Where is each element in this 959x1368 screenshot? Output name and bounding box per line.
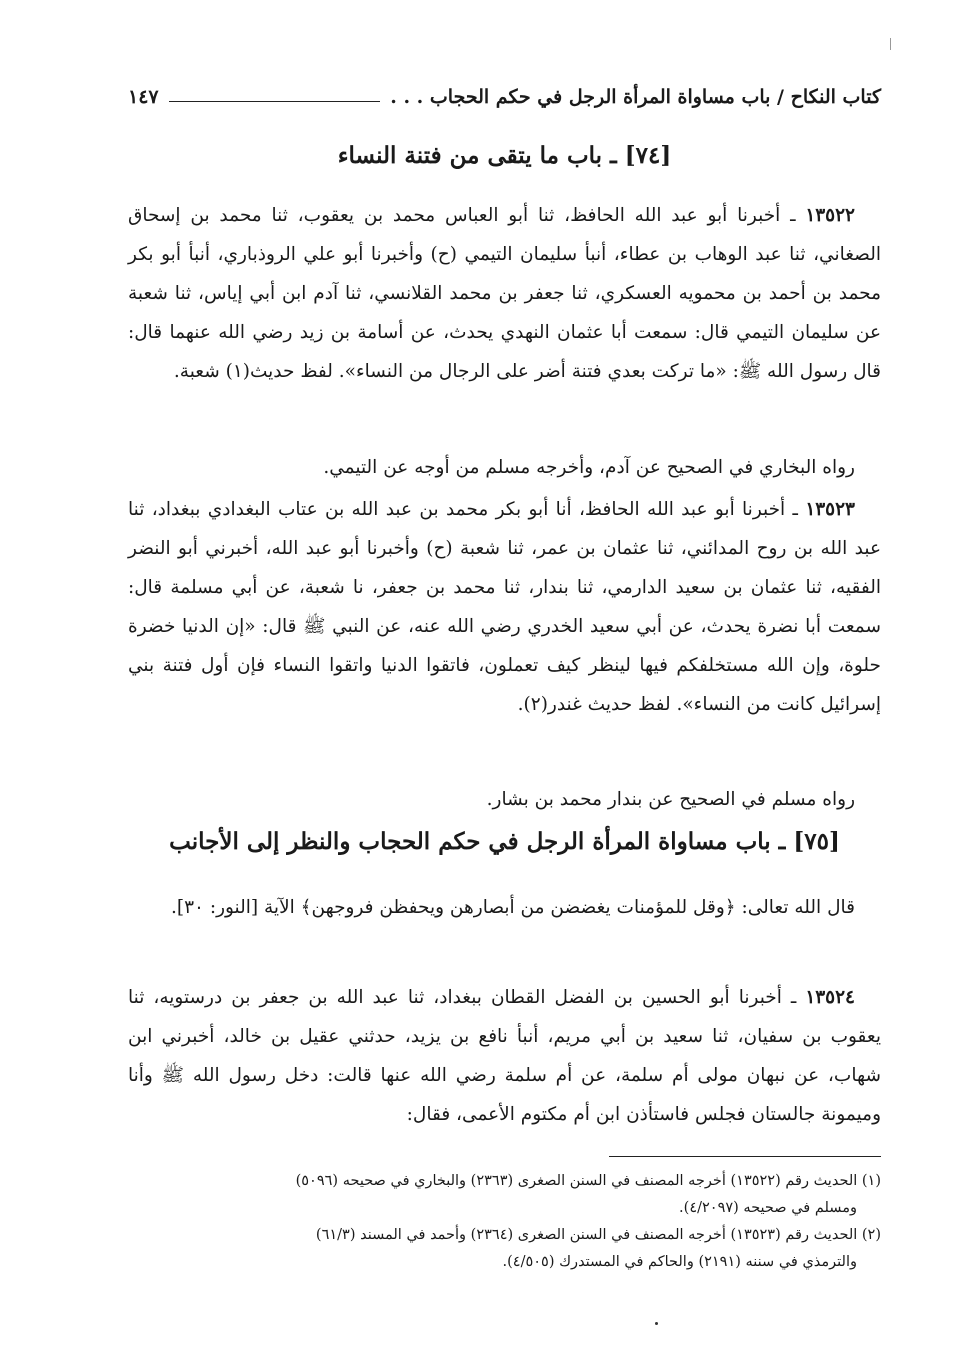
hadith-13524 bbox=[128, 978, 881, 1134]
hadith-number: ١٣٥٢٣ bbox=[805, 499, 855, 520]
footnote-divider bbox=[609, 1156, 881, 1157]
hadith-number: ١٣٥٢٤ bbox=[805, 987, 855, 1008]
running-header-title: كتاب النكاح / باب مساواة المرأة الرجل في حكم الحجاب . . . bbox=[390, 86, 881, 108]
footnotes bbox=[128, 1168, 881, 1276]
section-title-75: [٧٥] ـ باب مساواة المرأة الرجل في حكم الحجاب والنظر إلى الأجانب bbox=[169, 828, 840, 855]
page-number: ١٤٧ bbox=[128, 86, 159, 108]
running-header bbox=[128, 80, 881, 114]
narration-note-1: رواه البخاري في الصحيح عن آدم، وأخرجه مسلم من أوجه عن التيمي. bbox=[323, 457, 855, 478]
hadith-text: ـ أخبرنا أبو عبد الله الحافظ، أنا أبو بكر محمد بن عبد الله بن عتاب البغدادي ببغداد، ثنا عبد الله بن روح المدائني، ثنا عثمان بن عمر، ثنا شعبة (ح) وأخبرنا أبو عبد الله، أخبرني أبو النضر الفقيه، ثنا عثمان بن سعيد الدارمي، ثنا بندار، ثنا محمد بن جعفر، نا شعبة، عن أبي مسلمة قال: سمعت أبا نضرة يحدث، عن أبي سعيد الخدري رضي الله عنه، عن النبي ﷺ قال: «إن الدنيا خضرة حلوة، وإن الله مستخلفكم فيها لينظر كيف تعملون، فاتقوا الدنيا واتقوا النساء فإن أول فتنة بني إسرائيل كانت من النساء». لفظ حديث غندر(٢). bbox=[128, 499, 881, 715]
hadith-text: ـ أخبرنا أبو عبد الله الحافظ، ثنا أبو العباس محمد بن يعقوب، ثنا محمد بن إسحاق الصغاني، ثنا عبد الوهاب بن عطاء، أنبأ سليمان التيمي (ح) وأخبرنا أبو علي الروذباري، أنبأ أبو بكر محمد بن أحمد بن محمويه العسكري، ثنا جعفر بن محمد القلانسي، ثنا آدم ابن أبي إياس، ثنا شعبة عن سليمان التيمي قال: سمعت أبا عثمان النهدي يحدث، عن أسامة بن زيد رضي الله عنهما قال: قال رسول الله ﷺ: «ما تركت بعدي فتنة أضر على الرجال من النساء». لفظ حديث(١) شعبة. bbox=[128, 205, 881, 382]
footnote-line: (١) الحديث رقم (١٣٥٢٢) أخرجه المصنف في السنن الصغرى (٢٣٦٣) والبخاري في صحيحه (٥٠٩٦) bbox=[295, 1173, 881, 1189]
hadith-number: ١٣٥٢٢ bbox=[805, 205, 855, 226]
margin-mark bbox=[890, 38, 891, 50]
footnote-2 bbox=[128, 1222, 881, 1276]
narration-note-2: رواه مسلم في الصحيح عن بندار محمد بن بشار. bbox=[486, 789, 855, 810]
footnote-1 bbox=[128, 1168, 881, 1222]
footnote-line: ومسلم في صحيحه (٤/٢٠٩٧). bbox=[679, 1200, 857, 1216]
footnote-line: (٢) الحديث رقم (١٣٥٢٣) أخرجه المصنف في السنن الصغرى (٢٣٦٤) وأحمد في المسند (٦١/٣) bbox=[315, 1227, 881, 1243]
footnote-line: والترمذي في سننه (٢١٩١) والحاكم في المستدرك (٤/٥٠٥). bbox=[502, 1254, 857, 1270]
book-page bbox=[128, 0, 881, 1368]
header-rule bbox=[169, 101, 381, 102]
hadith-13522 bbox=[128, 196, 881, 391]
hadith-13523 bbox=[128, 490, 881, 724]
page-mark bbox=[655, 1322, 658, 1325]
quran-verse: قال الله تعالى: ﴿وقل للمؤمنات يغضضن من أبصارهن ويحفظن فروجهن﴾ الآية [النور: ٣٠]. bbox=[170, 897, 855, 918]
hadith-text: ـ أخبرنا أبو الحسين بن الفضل القطان ببغداد، ثنا عبد الله بن جعفر بن درستويه، ثنا يعقوب بن سفيان، ثنا سعيد بن أبي مريم، أنبأ نافع بن يزيد، حدثني عقيل بن خالد، أخبرني ابن شهاب، عن نبهان مولى أم سلمة، عن أم سلمة رضي الله عنها قالت: دخل رسول الله ﷺ وأنا وميمونة جالستان فجلس فاستأذن ابن أم مكتوم الأعمى، فقال: bbox=[128, 987, 881, 1125]
section-title-74: [٧٤] ـ باب ما يتقى من فتنة النساء bbox=[337, 142, 672, 169]
